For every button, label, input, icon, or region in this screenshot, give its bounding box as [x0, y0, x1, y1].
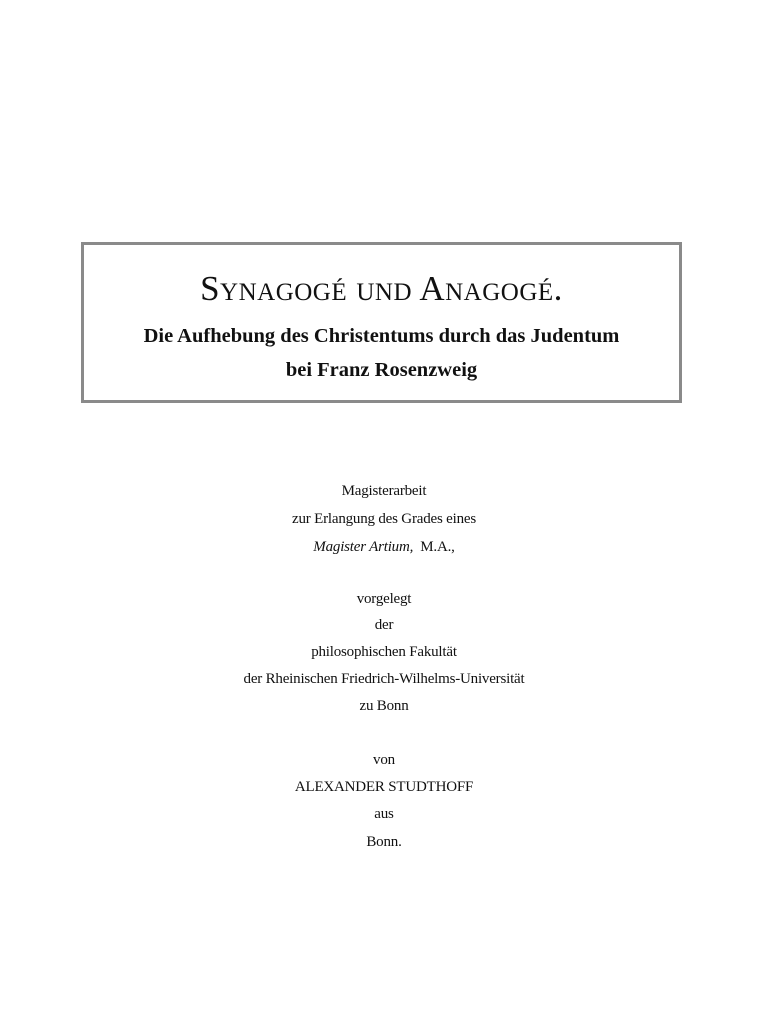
degree-name: Magister Artium, — [313, 539, 414, 555]
by-text: von — [373, 752, 395, 768]
subtitle-line-1: Die Aufhebung des Christentums durch das Judentum — [143, 325, 620, 347]
degree-abbreviation: M.A., — [420, 539, 455, 555]
document-title: Synagogé und Anagogé. — [200, 269, 563, 308]
title-box — [81, 242, 682, 403]
article-text: der — [374, 617, 394, 633]
location-text: zu Bonn — [359, 698, 409, 714]
subtitle-line-2: bei Franz Rosenzweig — [285, 359, 478, 381]
from-text: aus — [374, 806, 394, 822]
presented-text: vorgelegt — [356, 591, 412, 607]
hometown-text: Bonn. — [366, 834, 402, 850]
author-name: ALEXANDER STUDTHOFF — [294, 779, 474, 795]
thesis-type: Magisterarbeit — [341, 483, 427, 499]
university-text: der Rheinischen Friedrich-Wilhelms-Universität — [243, 671, 525, 687]
degree-line — [0, 537, 768, 557]
thesis-purpose: zur Erlangung des Grades eines — [292, 511, 476, 527]
faculty-text: philosophischen Fakultät — [311, 644, 457, 660]
